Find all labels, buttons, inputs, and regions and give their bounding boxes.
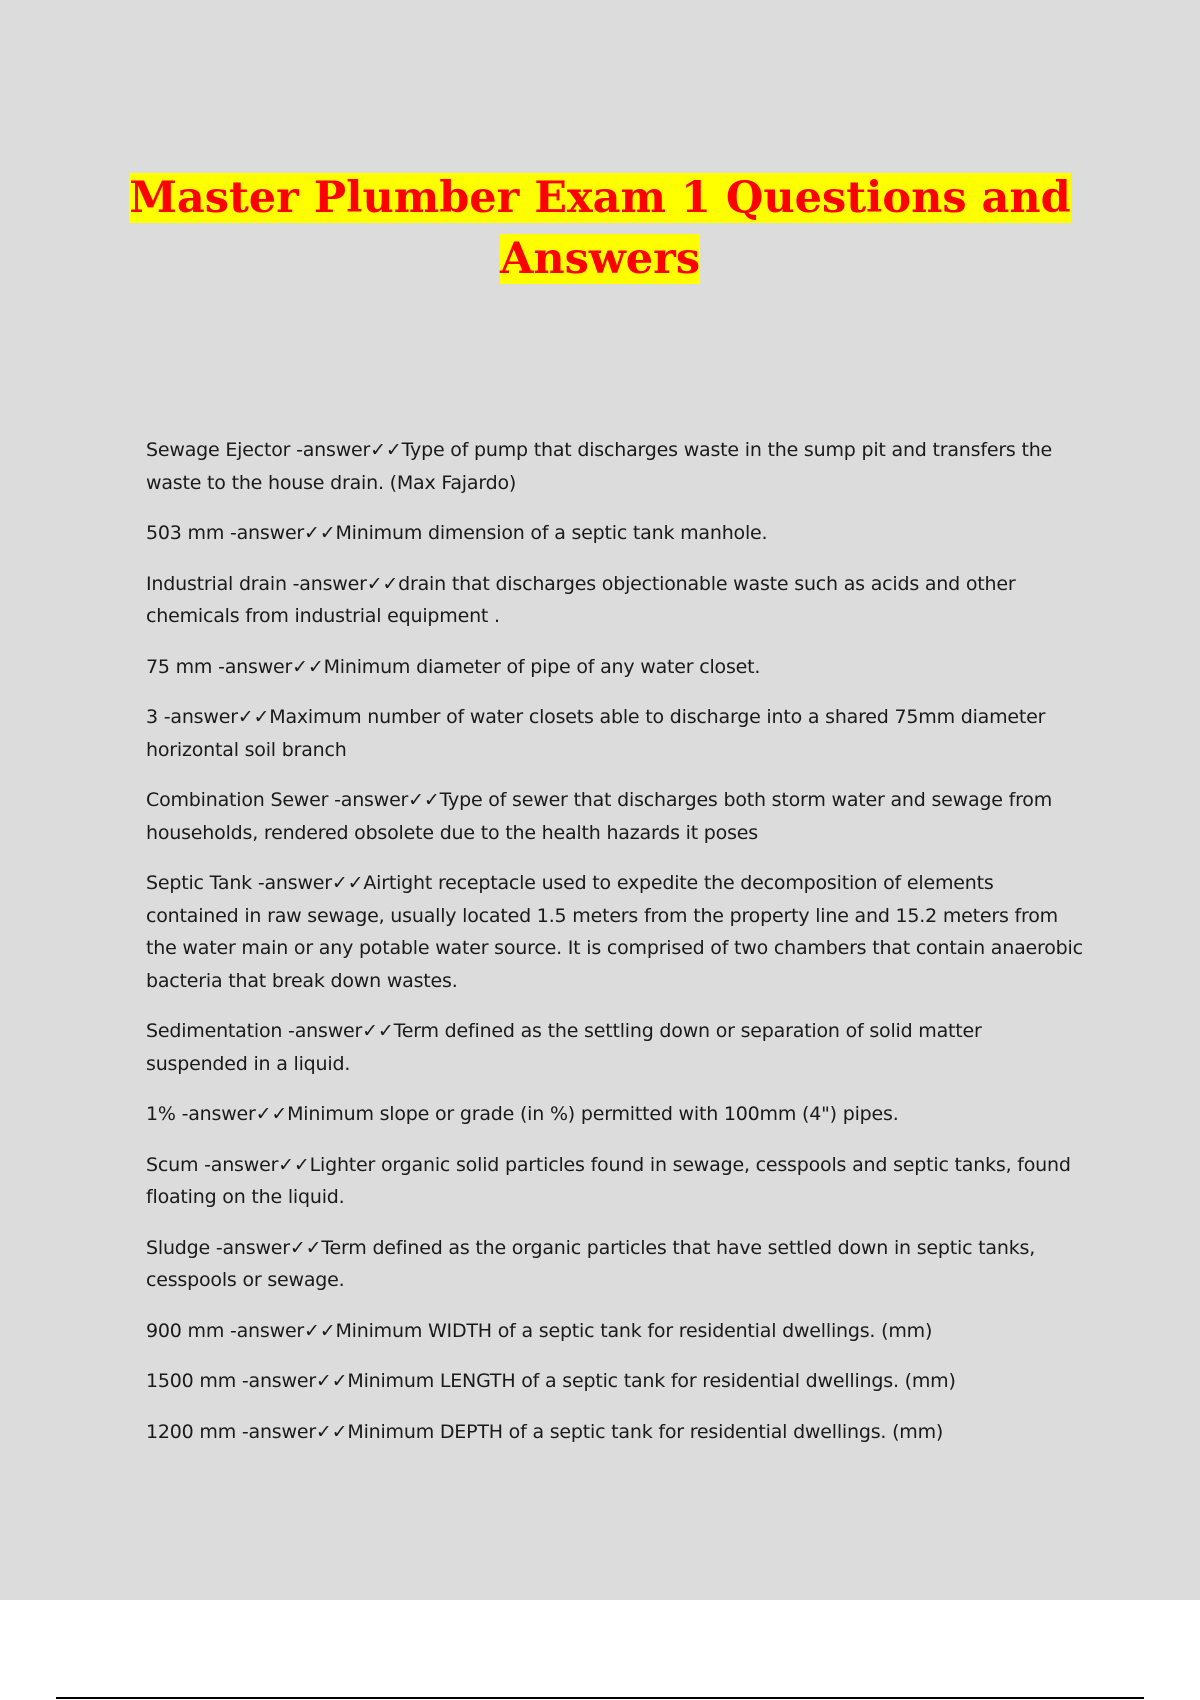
title-line-1-text: Master Plumber Exam 1 Questions and [129,173,1071,223]
title-line-2-text: Answers [499,234,701,284]
title-line-1 [0,168,1200,229]
qa-list [146,434,1086,1466]
qa-item-minimum-slope: 1% -answer✓✓Minimum slope or grade (in %) permitted with 100mm (4") pipes. [146,1103,899,1125]
qa-item-sedimentation: Sedimentation -answer✓✓Term defined as the settling down or separation of solid matter suspended in a liquid. [146,1020,982,1075]
qa-item-sewage-ejector: Sewage Ejector -answer✓✓Type of pump that discharges waste in the sump pit and transfers the waste to the house drain. (Max Fajardo) [146,439,1053,494]
document-title [0,168,1200,290]
qa-item-scum: Scum -answer✓✓Lighter organic solid particles found in sewage, cesspools and septic tanks, found floating on the liquid. [146,1153,1071,1208]
qa-item-septic-length: 1500 mm -answer✓✓Minimum LENGTH of a septic tank for residential dwellings. (mm) [146,1370,956,1392]
qa-item-water-closet-pipe: 75 mm -answer✓✓Minimum diameter of pipe of any water closet. [146,655,761,678]
qa-item-septic-width: 900 mm -answer✓✓Minimum WIDTH of a septic tank for residential dwellings. (mm) [146,1319,933,1342]
qa-item-industrial-drain: Industrial drain -answer✓✓drain that discharges objectionable waste such as acids and other chemicals from industrial equipment . [146,572,1016,627]
qa-item-septic-tank: Septic Tank -answer✓✓Airtight receptacle used to expedite the decomposition of elements contained in raw sewage, usually located 1.5 meters from the property line and 15.2 meters from the water main or any potable water source. It is comprised of two chambers that contain anaerobic bacteria that break down wastes. [146,872,1083,992]
qa-item-sludge: Sludge -answer✓✓Term defined as the organic particles that have settled down in septic tanks, cesspools or sewage. [146,1236,1036,1291]
footer-divider [56,1697,1144,1699]
qa-item-water-closets-count: 3 -answer✓✓Maximum number of water closets able to discharge into a shared 75mm diameter horizontal soil branch [146,706,1046,761]
qa-item-septic-manhole: 503 mm -answer✓✓Minimum dimension of a septic tank manhole. [146,522,768,544]
qa-item-septic-depth: 1200 mm -answer✓✓Minimum DEPTH of a septic tank for residential dwellings. (mm) [146,1420,944,1443]
qa-item-combination-sewer: Combination Sewer -answer✓✓Type of sewer that discharges both storm water and sewage from households, rendered obsolete due to the health hazards it poses [146,789,1053,844]
title-line-2 [0,229,1200,290]
